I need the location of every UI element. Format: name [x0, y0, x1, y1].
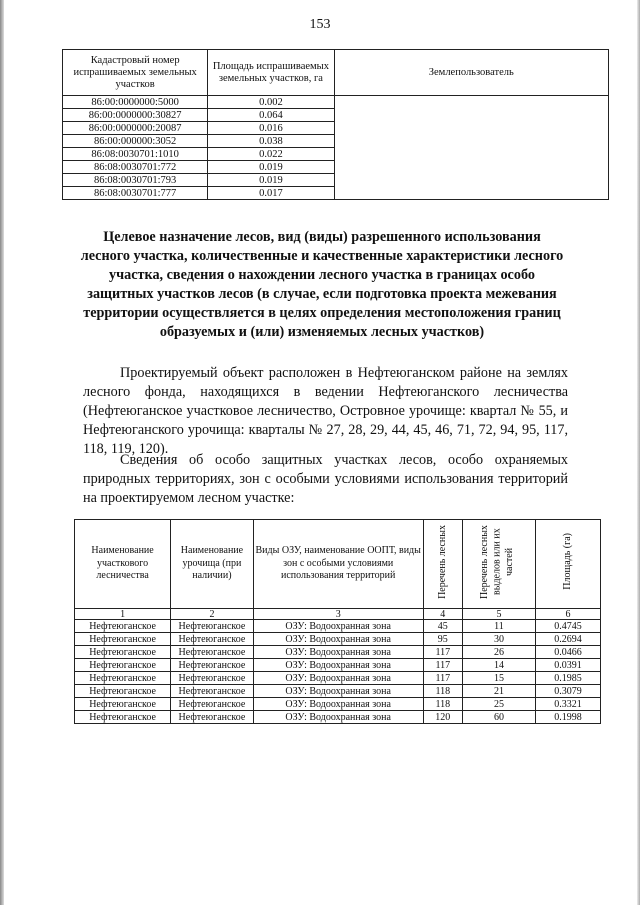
- paragraph-location-text: Проектируемый объект расположен в Нефтеюганском районе на землях лесного фонда, находящихся в ведении Нефтеюганского лесничества (Нефтеюганское участковое лесничество, Островное урочище: квартал № 55, и Нефтеюганского урочища: кварталы № 27, 28, 29, 44, 45, 46, 71, 72, 94, 95, 117, 118, 119, 120).: [83, 365, 568, 457]
- table-row: [75, 698, 601, 711]
- table-header-row: [75, 520, 601, 609]
- column-number: 6: [536, 609, 601, 620]
- table-row: [75, 685, 601, 698]
- area-cell: 0.0466: [536, 646, 601, 659]
- area-cell: 0.1998: [536, 711, 601, 724]
- land-user-cell: [334, 96, 608, 200]
- forestry-cell: Нефтеюганское: [75, 633, 171, 646]
- table-row: [75, 711, 601, 724]
- cadastral-number-cell: 86:08:0030701:793: [63, 174, 208, 187]
- quarter-cell: 120: [423, 711, 462, 724]
- area-cell: 0.019: [208, 174, 334, 187]
- protection-type-cell: ОЗУ: Водоохранная зона: [253, 659, 423, 672]
- allotment-cell: 11: [462, 620, 535, 633]
- area-cell: 0.017: [208, 187, 334, 200]
- allotment-cell: 25: [462, 698, 535, 711]
- table-row: [63, 96, 609, 109]
- area-cell: 0.002: [208, 96, 334, 109]
- forestry-cell: Нефтеюганское: [75, 685, 171, 698]
- protection-type-cell: ОЗУ: Водоохранная зона: [253, 633, 423, 646]
- cadastral-number-cell: 86:00:000000:3052: [63, 135, 208, 148]
- paragraph-location: [83, 364, 568, 459]
- forestry-cell: Нефтеюганское: [75, 711, 171, 724]
- column-number: 3: [253, 609, 423, 620]
- protection-type-cell: ОЗУ: Водоохранная зона: [253, 620, 423, 633]
- area-cell: 0.4745: [536, 620, 601, 633]
- header-area-ha: [536, 520, 601, 609]
- area-cell: 0.3079: [536, 685, 601, 698]
- cadastral-number-cell: 86:00:0000000:20087: [63, 122, 208, 135]
- tract-cell: Нефтеюганское: [171, 646, 254, 659]
- quarter-cell: 118: [423, 698, 462, 711]
- allotment-cell: 14: [462, 659, 535, 672]
- tract-cell: Нефтеюганское: [171, 633, 254, 646]
- quarter-cell: 117: [423, 659, 462, 672]
- allotment-cell: 21: [462, 685, 535, 698]
- section-heading: Целевое назначение лесов, вид (виды) разрешенного использования лесного участка, количественные и качественные характеристики лесного участка, сведения о нахождении лесного участка в границах особо защитных участков лесов (в случае, если подготовка проекта межевания территории осуществляется в целях определения местоположения границ образуемых и (или) изменяемых лесных участков): [80, 229, 564, 340]
- column-number-row: [75, 609, 601, 620]
- cadastral-number-cell: 86:08:0030701:772: [63, 161, 208, 174]
- cadastral-number-cell: 86:00:0000000:5000: [63, 96, 208, 109]
- column-number: 4: [423, 609, 462, 620]
- header-tract-name: Наименование урочища (при наличии): [171, 520, 254, 609]
- protection-type-cell: ОЗУ: Водоохранная зона: [253, 646, 423, 659]
- forestry-cell: Нефтеюганское: [75, 698, 171, 711]
- forestry-cell: Нефтеюганское: [75, 672, 171, 685]
- table-row: [75, 646, 601, 659]
- tract-cell: Нефтеюганское: [171, 620, 254, 633]
- table-row: [75, 633, 601, 646]
- area-cell: 0.3321: [536, 698, 601, 711]
- header-forest-allotments: [462, 520, 535, 609]
- protection-type-cell: ОЗУ: Водоохранная зона: [253, 711, 423, 724]
- tract-cell: Нефтеюганское: [171, 711, 254, 724]
- protection-type-cell: ОЗУ: Водоохранная зона: [253, 672, 423, 685]
- tract-cell: Нефтеюганское: [171, 698, 254, 711]
- allotment-cell: 15: [462, 672, 535, 685]
- header-forest-quarters: [423, 520, 462, 609]
- area-cell: 0.0391: [536, 659, 601, 672]
- paragraph-protected-areas: [83, 451, 568, 508]
- area-cell: 0.016: [208, 122, 334, 135]
- tract-cell: Нефтеюганское: [171, 685, 254, 698]
- quarter-cell: 117: [423, 672, 462, 685]
- header-forest-quarters-text: Перечень лесных: [436, 524, 448, 599]
- cadastral-number-cell: 86:08:0030701:1010: [63, 148, 208, 161]
- cadastral-number-cell: 86:00:0000000:30827: [63, 109, 208, 122]
- area-cell: 0.019: [208, 161, 334, 174]
- quarter-cell: 118: [423, 685, 462, 698]
- forestry-cell: Нефтеюганское: [75, 646, 171, 659]
- quarter-cell: 95: [423, 633, 462, 646]
- protection-type-cell: ОЗУ: Водоохранная зона: [253, 698, 423, 711]
- cadastral-number-cell: 86:08:0030701:777: [63, 187, 208, 200]
- quarter-cell: 117: [423, 646, 462, 659]
- table-row: [75, 672, 601, 685]
- quarter-cell: 45: [423, 620, 462, 633]
- forestry-cell: Нефтеюганское: [75, 620, 171, 633]
- tract-cell: Нефтеюганское: [171, 672, 254, 685]
- allotment-cell: 30: [462, 633, 535, 646]
- area-cell: 0.2694: [536, 633, 601, 646]
- scan-left-edge: [0, 0, 4, 905]
- column-number: 2: [171, 609, 254, 620]
- header-forest-allotments-text: Перечень лесных выделов или их частей: [478, 524, 515, 599]
- column-number: 5: [462, 609, 535, 620]
- column-number: 1: [75, 609, 171, 620]
- area-cell: 0.064: [208, 109, 334, 122]
- area-cell: 0.1985: [536, 672, 601, 685]
- protection-type-cell: ОЗУ: Водоохранная зона: [253, 685, 423, 698]
- header-land-user: Землепользователь: [334, 50, 608, 96]
- area-cell: 0.022: [208, 148, 334, 161]
- protected-areas-table: [74, 519, 601, 724]
- forestry-cell: Нефтеюганское: [75, 659, 171, 672]
- table-header-row: [63, 50, 609, 96]
- allotment-cell: 60: [462, 711, 535, 724]
- header-cadastral-number: Кадастровый номер испрашиваемых земельных участков: [63, 50, 208, 96]
- paragraph-protected-areas-text: Сведения об особо защитных участках лесов, особо охраняемых природных территориях, зон с особыми условиями использования территорий на проектируемом лесном участке:: [83, 452, 568, 506]
- header-forestry-district: Наименование участкового лесничества: [75, 520, 171, 609]
- header-protection-type: Виды ОЗУ, наименование ООПТ, виды зон с особыми условиями использования территорий: [253, 520, 423, 609]
- header-area-ha-text: Площадь (га): [561, 533, 573, 591]
- table-row: [75, 659, 601, 672]
- cadastral-table: [62, 49, 609, 200]
- header-area: Площадь испрашиваемых земельных участков, га: [208, 50, 334, 96]
- tract-cell: Нефтеюганское: [171, 659, 254, 672]
- allotment-cell: 26: [462, 646, 535, 659]
- page-number: 153: [309, 17, 331, 32]
- table-row: [75, 620, 601, 633]
- area-cell: 0.038: [208, 135, 334, 148]
